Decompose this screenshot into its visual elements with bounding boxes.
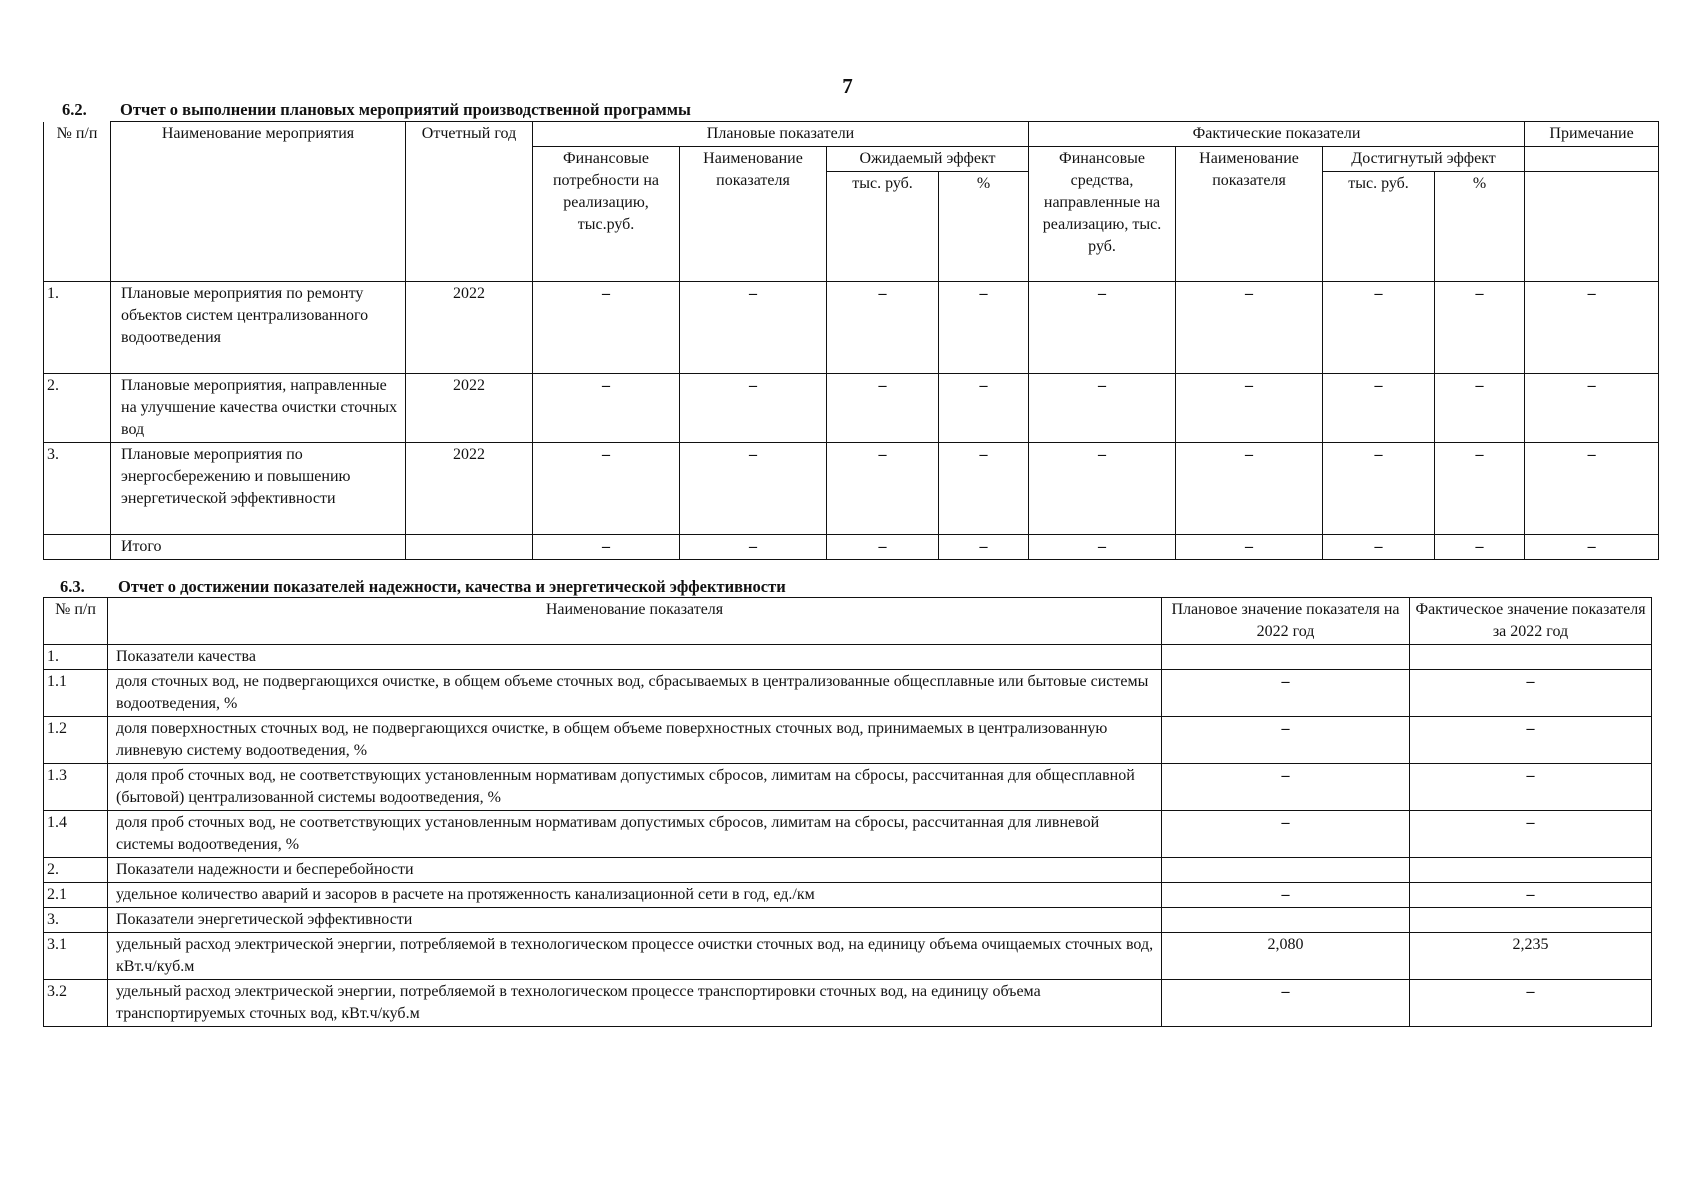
row-name: Плановые мероприятия, направленные на улучшение качества очистки сточных вод: [111, 374, 406, 443]
row-planned: –: [1162, 764, 1410, 811]
header-name-blank: [111, 172, 406, 282]
row-planned: –: [1162, 883, 1410, 908]
header-thous-rub: тыс. руб.: [827, 172, 939, 282]
row-planned: [1162, 858, 1410, 883]
header-thous-rub-actual: тыс. руб.: [1323, 172, 1435, 282]
table-header-row: [44, 172, 1659, 282]
table-row: [44, 670, 1652, 717]
row-year: 2022: [406, 282, 533, 374]
row-value: –: [1525, 443, 1659, 535]
row-value: –: [827, 374, 939, 443]
row-value: –: [827, 282, 939, 374]
row-num: 3.: [44, 908, 108, 933]
row-value: –: [1323, 374, 1435, 443]
row-actual: [1410, 645, 1652, 670]
header-planned: Плановое значение показателя на 2022 год: [1162, 598, 1410, 645]
row-num: 1.4: [44, 811, 108, 858]
total-value: –: [827, 535, 939, 560]
row-value: –: [533, 282, 680, 374]
row-planned: [1162, 908, 1410, 933]
section-63-title: [60, 577, 786, 597]
row-value: –: [1525, 374, 1659, 443]
row-name: удельное количество аварий и засоров в расчете на протяженность канализационной сети в год, ед./км: [108, 883, 1162, 908]
row-actual: –: [1410, 670, 1652, 717]
row-actual: [1410, 858, 1652, 883]
row-value: –: [680, 282, 827, 374]
row-num: 1.3: [44, 764, 108, 811]
row-name: доля сточных вод, не подвергающихся очистке, в общем объеме сточных вод, сбрасываемых в централизованные общесплавные или бытовые системы водоотведения, %: [108, 670, 1162, 717]
header-planned: Плановые показатели: [533, 122, 1029, 147]
row-value: –: [1029, 443, 1176, 535]
header-percent-actual: %: [1435, 172, 1525, 282]
row-actual: –: [1410, 811, 1652, 858]
row-actual: 2,235: [1410, 933, 1652, 980]
table-header-row: [44, 598, 1652, 645]
header-name: Наименование мероприятия: [111, 122, 406, 172]
row-num: 1.: [44, 645, 108, 670]
row-name: Показатели надежности и бесперебойности: [108, 858, 1162, 883]
header-percent: %: [939, 172, 1029, 282]
table-row: [44, 933, 1652, 980]
row-num: 2.: [44, 374, 111, 443]
row-planned: –: [1162, 717, 1410, 764]
row-value: –: [1323, 282, 1435, 374]
total-num: [44, 535, 111, 560]
row-value: –: [939, 282, 1029, 374]
header-num-blank: [44, 172, 111, 282]
total-value: –: [680, 535, 827, 560]
section-62-number: 6.2.: [62, 100, 87, 119]
indicators-table: [43, 597, 1652, 1027]
production-program-table: [43, 121, 1659, 560]
table-row: [44, 908, 1652, 933]
row-actual: –: [1410, 980, 1652, 1027]
table-row: [44, 282, 1659, 374]
table-row: [44, 443, 1659, 535]
header-num: № п/п: [44, 598, 108, 645]
row-year: 2022: [406, 443, 533, 535]
header-year-blank: [406, 172, 533, 282]
row-value: –: [1029, 282, 1176, 374]
header-fin-need: Финансовые потребности на реализацию, тыс.руб.: [533, 147, 680, 282]
header-num: № п/п: [44, 122, 111, 172]
row-num: 3.: [44, 443, 111, 535]
total-value: –: [1435, 535, 1525, 560]
row-num: 1.1: [44, 670, 108, 717]
row-name: удельный расход электрической энергии, потребляемой в технологическом процессе очистки сточных вод, на единицу объема очищаемых сточных вод, кВт.ч/куб.м: [108, 933, 1162, 980]
row-value: –: [1525, 282, 1659, 374]
row-value: –: [680, 443, 827, 535]
row-value: –: [533, 374, 680, 443]
row-planned: –: [1162, 670, 1410, 717]
row-value: –: [1176, 282, 1323, 374]
total-year: [406, 535, 533, 560]
section-63-heading: Отчет о достижении показателей надежности, качества и энергетической эффективности: [118, 577, 786, 596]
row-num: 2.: [44, 858, 108, 883]
row-num: 3.1: [44, 933, 108, 980]
total-value: –: [533, 535, 680, 560]
row-name: Плановые мероприятия по энергосбережению и повышению энергетической эффективности: [111, 443, 406, 535]
table-row: [44, 717, 1652, 764]
header-year: Отчетный год: [406, 122, 533, 172]
row-num: 1.2: [44, 717, 108, 764]
total-value: –: [1525, 535, 1659, 560]
row-name: Показатели качества: [108, 645, 1162, 670]
row-num: 3.2: [44, 980, 108, 1027]
row-planned: [1162, 645, 1410, 670]
row-year: 2022: [406, 374, 533, 443]
section-62-title: [62, 100, 691, 120]
page-number: 7: [842, 74, 853, 98]
table-header-row: [44, 122, 1659, 147]
total-label: Итого: [111, 535, 406, 560]
section-62-heading: Отчет о выполнении плановых мероприятий производственной программы: [120, 100, 691, 119]
row-name: доля поверхностных сточных вод, не подвергающихся очистке, в общем объеме поверхностных сточных вод, принимаемых в централизованную ливневую систему водоотведения, %: [108, 717, 1162, 764]
row-value: –: [1176, 374, 1323, 443]
row-actual: –: [1410, 883, 1652, 908]
row-value: –: [1435, 443, 1525, 535]
row-actual: –: [1410, 764, 1652, 811]
row-value: –: [1029, 374, 1176, 443]
row-value: –: [1176, 443, 1323, 535]
total-value: –: [939, 535, 1029, 560]
row-value: –: [1323, 443, 1435, 535]
header-actual: Фактические показатели: [1029, 122, 1525, 147]
header-indicator-name-actual: Наименование показателя: [1176, 147, 1323, 282]
section-63-number: 6.3.: [60, 577, 85, 596]
header-note-blank: [1525, 147, 1659, 172]
row-value: –: [939, 443, 1029, 535]
row-value: –: [533, 443, 680, 535]
row-name: Показатели энергетической эффективности: [108, 908, 1162, 933]
row-name: доля проб сточных вод, не соответствующих установленным нормативам допустимых сбросов, лимитам на сбросы, рассчитанная для ливневой системы водоотведения, %: [108, 811, 1162, 858]
total-row: [44, 535, 1659, 560]
total-value: –: [1323, 535, 1435, 560]
row-name: Плановые мероприятия по ремонту объектов систем централизованного водоотведения: [111, 282, 406, 374]
row-value: –: [1435, 282, 1525, 374]
header-actual: Фактическое значение показателя за 2022 год: [1410, 598, 1652, 645]
header-expected-effect: Ожидаемый эффект: [827, 147, 1029, 172]
row-value: –: [827, 443, 939, 535]
row-name: доля проб сточных вод, не соответствующих установленным нормативам допустимых сбросов, лимитам на сбросы, рассчитанная для общесплавной (бытовой) централизованной системы водоотведения, %: [108, 764, 1162, 811]
header-indicator-name: Наименование показателя: [680, 147, 827, 282]
row-value: –: [680, 374, 827, 443]
header-achieved-effect: Достигнутый эффект: [1323, 147, 1525, 172]
row-actual: –: [1410, 717, 1652, 764]
header-note-cell: [1525, 172, 1659, 282]
row-actual: [1410, 908, 1652, 933]
row-name: удельный расход электрической энергии, потребляемой в технологическом процессе транспортировки сточных вод, на единицу объема транспортируемых сточных вод, кВт.ч/куб.м: [108, 980, 1162, 1027]
row-planned: –: [1162, 980, 1410, 1027]
row-num: 1.: [44, 282, 111, 374]
table-row: [44, 764, 1652, 811]
row-planned: –: [1162, 811, 1410, 858]
total-value: –: [1029, 535, 1176, 560]
row-num: 2.1: [44, 883, 108, 908]
header-note: Примечание: [1525, 122, 1659, 147]
table-row: [44, 811, 1652, 858]
header-fin-means: Финансовые средства, направленные на реализацию, тыс. руб.: [1029, 147, 1176, 282]
header-name: Наименование показателя: [108, 598, 1162, 645]
table-row: [44, 645, 1652, 670]
table-row: [44, 374, 1659, 443]
table-row: [44, 883, 1652, 908]
table-row: [44, 980, 1652, 1027]
total-value: –: [1176, 535, 1323, 560]
row-planned: 2,080: [1162, 933, 1410, 980]
row-value: –: [1435, 374, 1525, 443]
table-row: [44, 858, 1652, 883]
row-value: –: [939, 374, 1029, 443]
